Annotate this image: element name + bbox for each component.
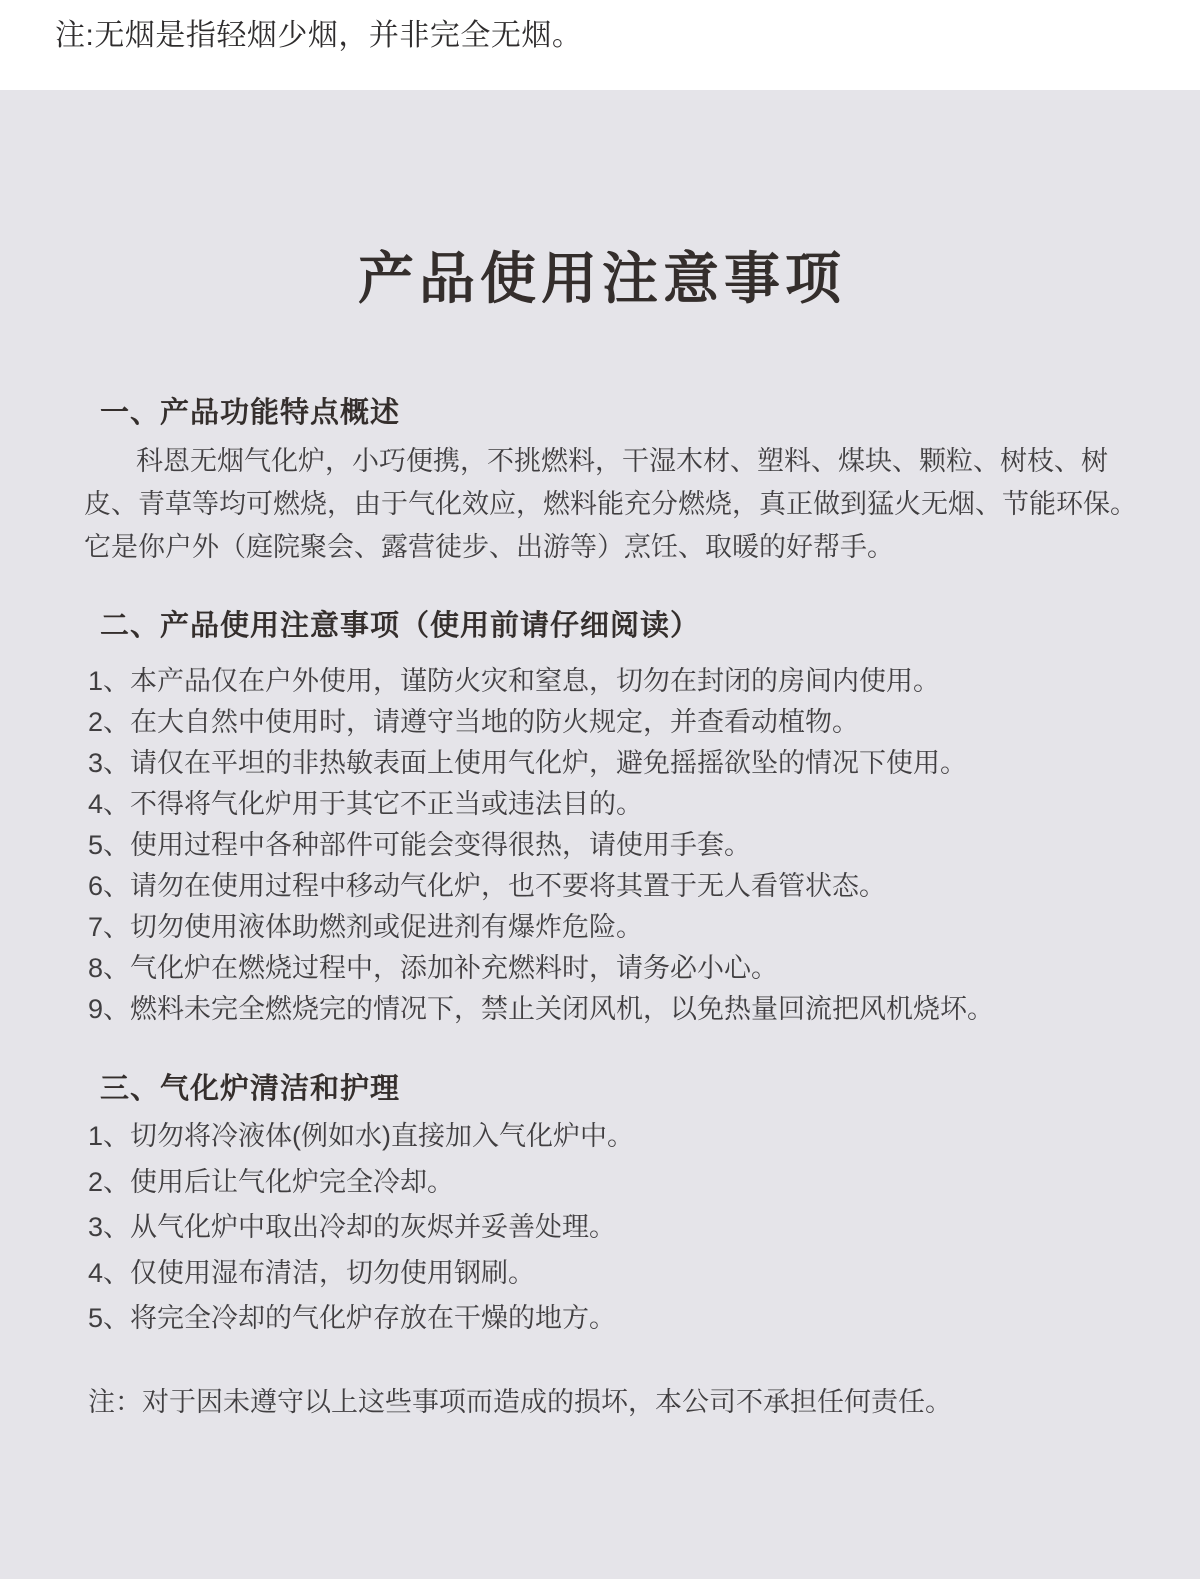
list-item: 7、切勿使用液体助燃剂或促进剂有爆炸危险。	[88, 912, 644, 942]
overview-line: 皮、青草等均可燃烧，由于气化效应，燃料能充分燃烧，真正做到猛火无烟、节能环保。	[84, 489, 1137, 519]
instructions-panel	[0, 90, 1200, 1579]
list-item: 1、切勿将冷液体(例如水)直接加入气化炉中。	[88, 1121, 634, 1151]
list-item: 5、使用过程中各种部件可能会变得很热，请使用手套。	[88, 830, 752, 860]
usage-precautions-list	[88, 661, 1120, 1030]
section-heading-cleaning-care: 三、气化炉清洁和护理	[100, 1073, 401, 1105]
page-title: 产品使用注意事项	[358, 247, 846, 310]
list-item: 2、使用后让气化炉完全冷却。	[88, 1166, 455, 1197]
list-item: 6、请勿在使用过程中移动气化炉，也不要将其置于无人看管状态。	[88, 871, 887, 901]
section-heading-product-features: 一、产品功能特点概述	[100, 397, 401, 429]
list-item: 9、燃料未完全燃烧完的情况下，禁止关闭风机，以免热量回流把风机烧坏。	[88, 994, 995, 1024]
list-item: 4、不得将气化炉用于其它不正当或违法目的。	[88, 789, 644, 819]
list-item: 8、气化炉在燃烧过程中，添加补充燃料时，请务必小心。	[88, 953, 779, 983]
list-item: 5、将完全冷却的气化炉存放在干燥的地方。	[88, 1303, 617, 1333]
list-item: 4、仅使用湿布清洁，切勿使用钢刷。	[88, 1257, 536, 1288]
liability-disclaimer-note: 注：对于因未遵守以上这些事项而造成的损坏，本公司不承担任何责任。	[88, 1386, 952, 1417]
overview-line: 它是你户外（庭院聚会、露营徒步、出游等）烹饪、取暖的好帮手。	[84, 532, 894, 562]
section-heading-usage-precautions: 二、产品使用注意事项（使用前请仔细阅读）	[100, 610, 701, 642]
list-item: 3、请仅在平坦的非热敏表面上使用气化炉，避免摇摇欲坠的情况下使用。	[88, 748, 968, 778]
list-item: 3、从气化炉中取出冷却的灰烬并妥善处理。	[88, 1212, 617, 1242]
overview-line: 科恩无烟气化炉，小巧便携，不挑燃料，干湿木材、塑料、煤块、颗粒、树枝、树	[136, 446, 1108, 476]
list-item: 1、本产品仅在户外使用，谨防火灾和窒息，切勿在封闭的房间内使用。	[88, 666, 941, 696]
cleaning-care-list	[88, 1114, 1120, 1342]
product-overview-paragraph	[84, 440, 1137, 569]
list-item: 2、在大自然中使用时，请遵守当地的防火规定，并查看动植物。	[88, 707, 860, 737]
smokeless-definition-note: 注:无烟是指轻烟少烟，并非完全无烟。	[55, 19, 583, 52]
